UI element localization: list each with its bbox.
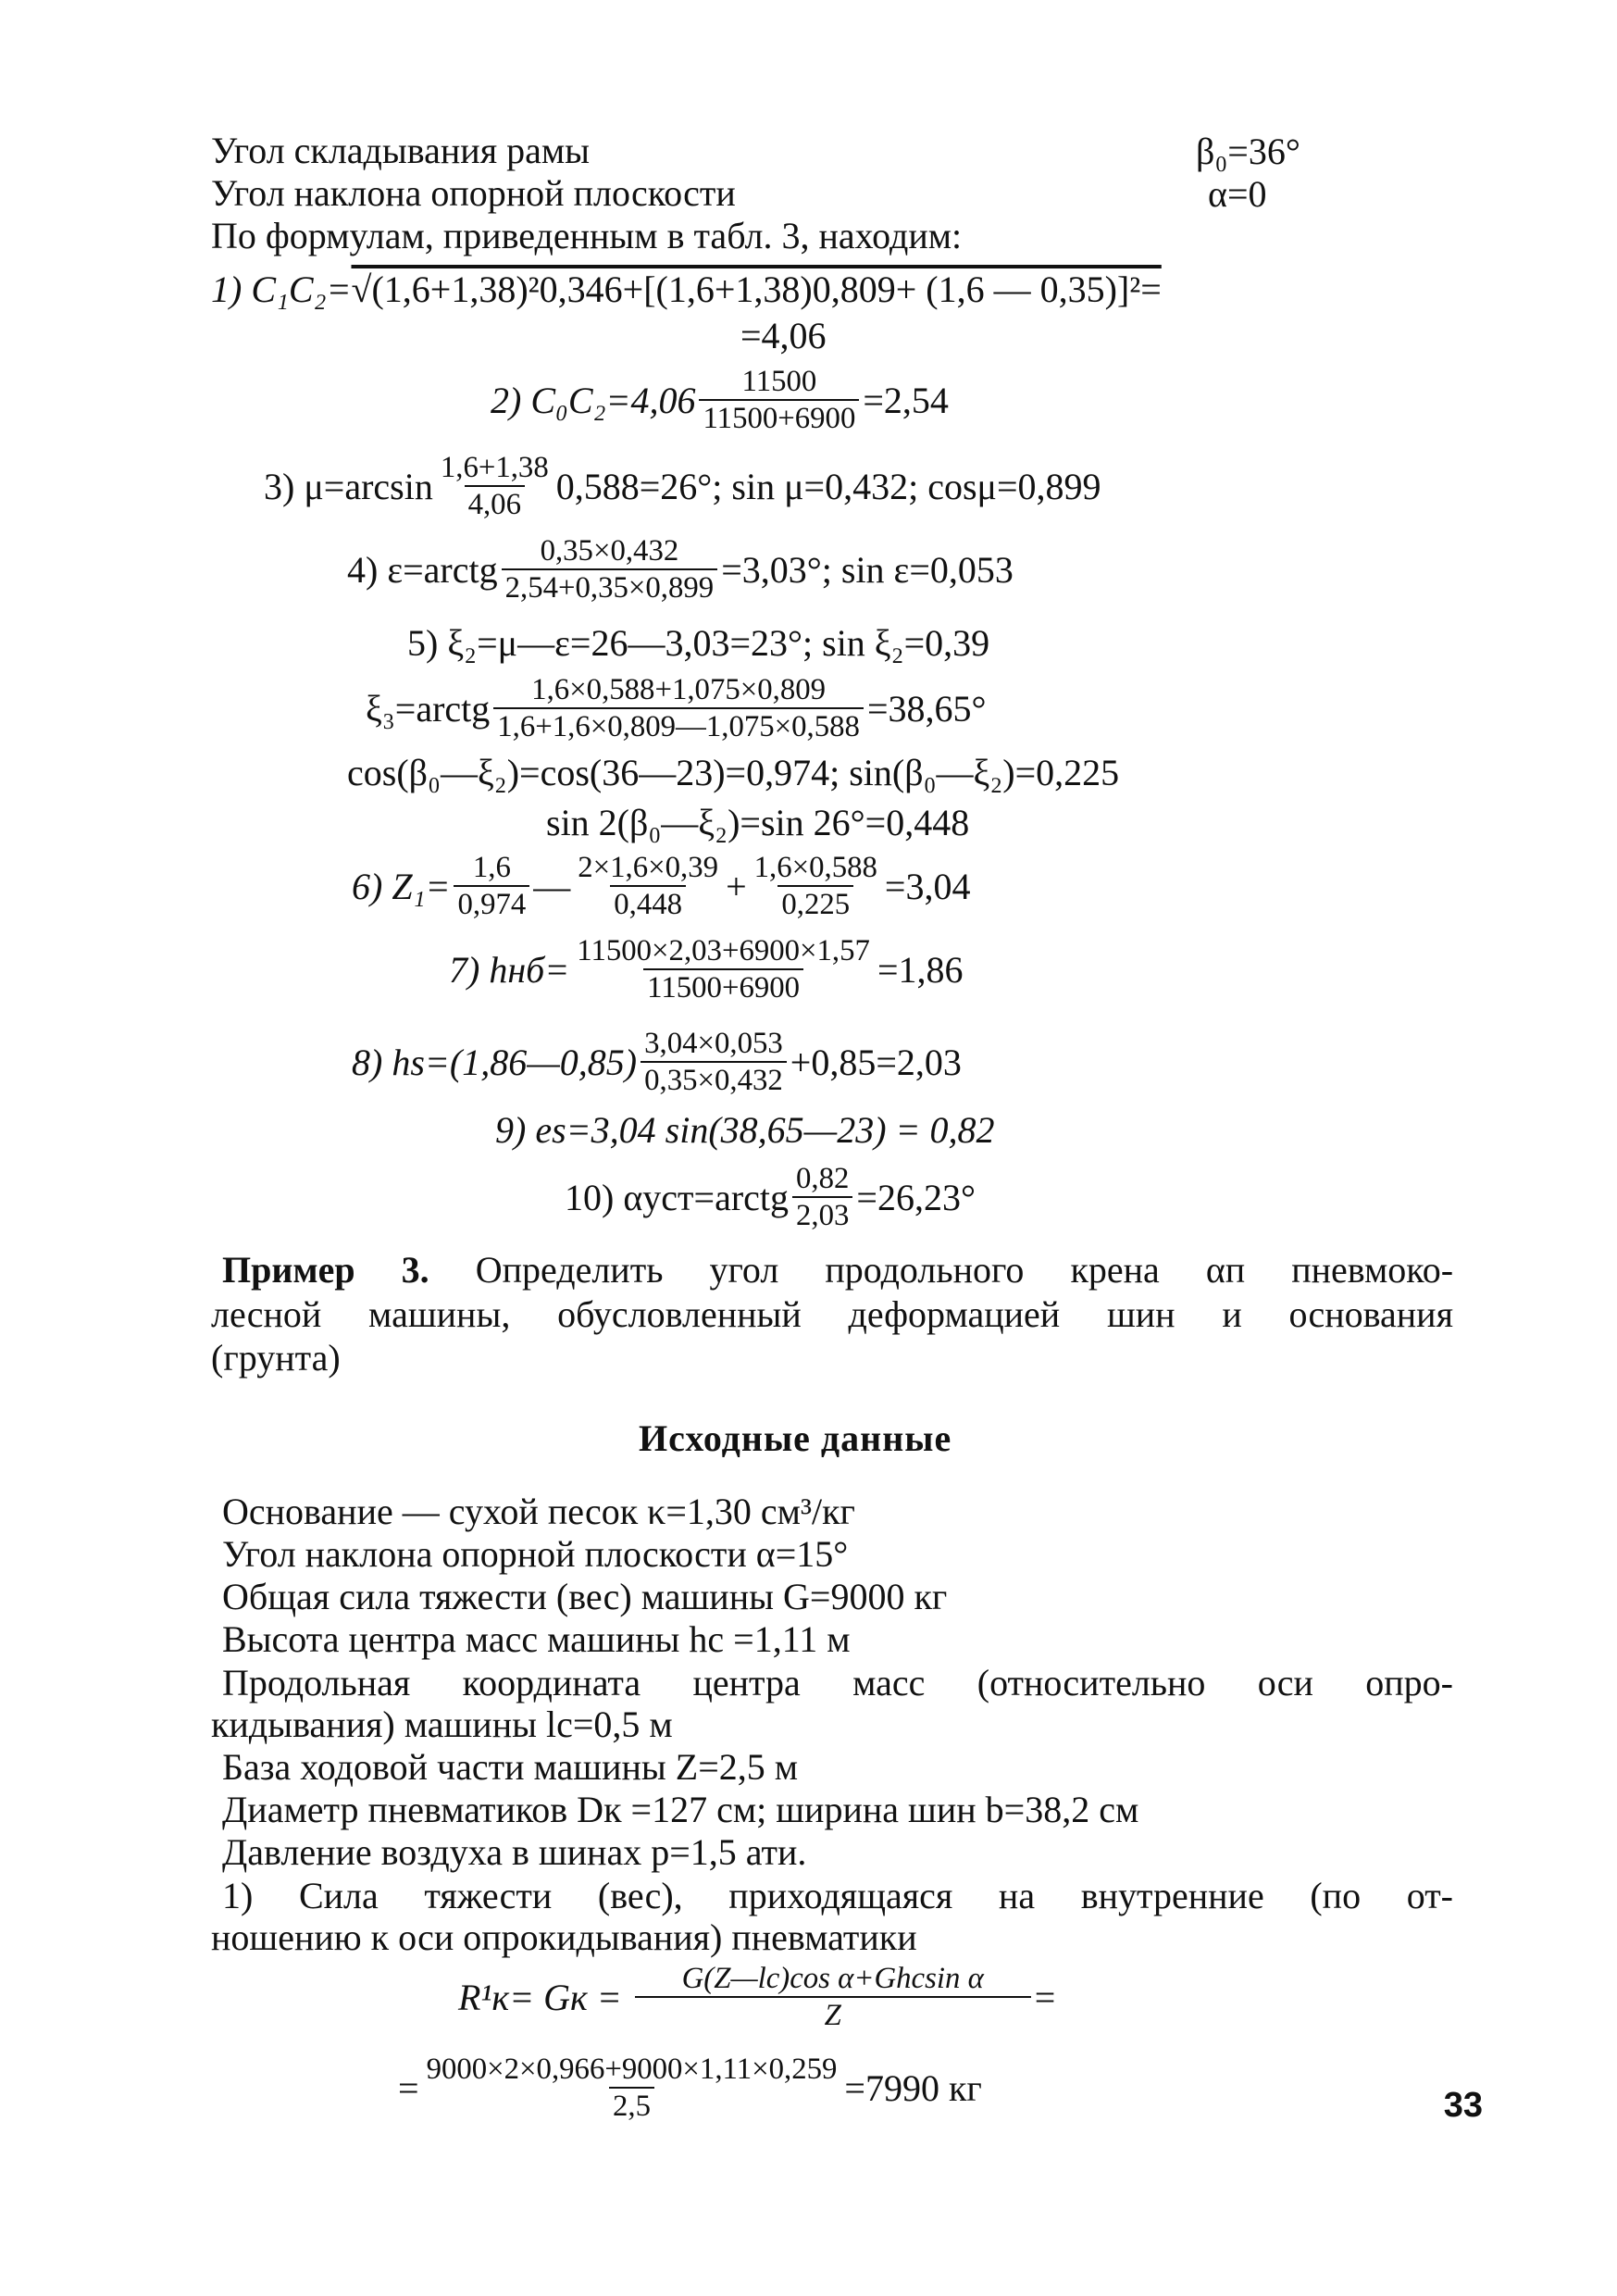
final-equation-1	[458, 1963, 1055, 2032]
final-equation-2-lead: =	[398, 2066, 419, 2109]
equation-7-lhs: 7) hнб=	[449, 948, 570, 991]
equation-6	[352, 852, 970, 921]
equation-2-numerator: 11500	[741, 365, 817, 398]
equation-10-fraction	[792, 1163, 852, 1232]
final-equation-lhs: R¹к= Gк =	[458, 1976, 622, 2018]
final-equation-2-numerator: 9000×2×0,966+9000×1,11×0,259	[426, 2053, 838, 2086]
equation-4-denominator: 2,54+0,35×0,899	[502, 568, 718, 604]
final-equation-denominator: Z	[635, 1996, 1031, 2031]
equation-6-f2-denominator: 0,448	[610, 885, 686, 920]
equation-7-result: =1,86	[877, 948, 964, 991]
equation-6-lhs: 6) Z₁=	[352, 865, 451, 907]
equation-4-numerator: 0,35×0,432	[540, 534, 679, 568]
equation-2-denominator: 11500+6900	[699, 399, 859, 434]
data-line-3: Общая сила тяжести (вес) машины G=9000 кг	[222, 1576, 948, 1617]
intro-line-2: Угол наклона опорной плоскости	[211, 172, 736, 214]
final-equation-2-result: =7990 кг	[844, 2066, 982, 2109]
equation-5b-numerator: 1,6×0,588+1,075×0,809	[531, 673, 827, 706]
equation-4-result: =3,03°; sin ε=0,053	[721, 548, 1014, 591]
data-line-1: Основание — сухой песок κ=1,30 см³/кг	[222, 1491, 855, 1532]
equation-1-lhs: 1) C₁C₂=	[211, 268, 352, 310]
equation-6-fraction-1	[454, 852, 529, 921]
data-line-6: кидывания) машины lc=0,5 м	[211, 1703, 673, 1745]
equation-7-numerator: 11500×2,03+6900×1,57	[577, 934, 870, 967]
equation-6-f1-denominator: 0,974	[454, 885, 529, 920]
equation-1	[211, 268, 1162, 311]
equation-5b-lhs: ξ₃=arctg	[366, 687, 491, 730]
equation-10-numerator: 0,82	[796, 1162, 850, 1195]
equation-10-lhs: 10) αуст=arctg	[565, 1176, 790, 1218]
equation-5c: cos(β₀—ξ₂)=cos(36—23)=0,974; sin(β₀—ξ₂)=0,225	[347, 752, 1120, 793]
equation-10	[565, 1163, 976, 1232]
data-line-8: Диаметр пневматиков Dк =127 см; ширина шин b=38,2 см	[222, 1789, 1139, 1830]
page-number: 33	[1443, 2086, 1483, 2125]
data-line-2: Угол наклона опорной плоскости α=15°	[222, 1533, 849, 1575]
equation-3-fraction	[437, 452, 553, 521]
equation-3-numerator: 1,6+1,38	[440, 451, 549, 484]
equation-4-lhs: 4) ε=arctg	[347, 548, 498, 591]
example-text-1: Определить угол продольного крена αп пневмоко-	[475, 1249, 1454, 1291]
equation-2	[491, 366, 949, 435]
equation-8-lhs: 8) hs=(1,86—0,85)	[352, 1041, 638, 1083]
equation-2-result: =2,54	[863, 379, 949, 421]
data-line-4: Высота центра масс машины hc =1,11 м	[222, 1618, 851, 1660]
final-equation-2-denominator: 2,5	[609, 2087, 654, 2122]
equation-3	[264, 452, 1101, 521]
intro-value-2: α=0	[1208, 173, 1267, 215]
equation-3-lhs: 3) μ=arcsin	[264, 465, 433, 507]
equation-3-result: 0,588=26°; sin μ=0,432; cosμ=0,899	[555, 465, 1101, 507]
equation-6-f3-denominator: 0,225	[777, 885, 853, 920]
final-equation-fraction-2	[423, 2053, 841, 2123]
equation-10-denominator: 2,03	[792, 1196, 852, 1231]
equation-5b	[366, 674, 987, 743]
equation-10-result: =26,23°	[856, 1176, 976, 1218]
data-line-10: 1) Сила тяжести (вес), приходящаяся на внутренние (по от-	[222, 1875, 1453, 1916]
equation-6-fraction-2	[574, 852, 722, 921]
equation-9: 9) es=3,04 sin(38,65—23) = 0,82	[495, 1109, 995, 1151]
example-line-1	[222, 1248, 1453, 1292]
equation-8-denominator: 0,35×0,432	[641, 1061, 787, 1096]
equation-7	[449, 935, 964, 1004]
equation-8-numerator: 3,04×0,053	[644, 1027, 783, 1060]
equation-6-f1-numerator: 1,6	[472, 851, 511, 884]
final-equation-numerator: G(Z—lc)cos α+Ghcsin α	[681, 1962, 984, 1995]
equation-7-denominator: 11500+6900	[643, 968, 803, 1004]
equation-6-f2-numerator: 2×1,6×0,39	[578, 851, 719, 884]
equation-6-minus: —	[533, 865, 571, 907]
equation-6-result: =3,04	[884, 865, 971, 907]
section-heading: Исходные данные	[639, 1417, 952, 1459]
equation-2-lhs: 2) C₀C₂=4,06	[491, 379, 696, 421]
intro-line-3: По формулам, приведенным в табл. 3, находим:	[211, 215, 963, 256]
equation-5b-fraction	[493, 674, 864, 743]
intro-value-1: β₀=36°	[1196, 131, 1300, 172]
final-equation-fraction-1	[635, 1963, 1031, 2032]
equation-4-fraction	[502, 535, 718, 605]
data-line-9: Давление воздуха в шинах p=1,5 ати.	[222, 1831, 807, 1873]
example-label: Пример 3.	[222, 1249, 429, 1291]
equation-1-result: =4,06	[740, 315, 827, 356]
equation-5d: sin 2(β₀—ξ₂)=sin 26°=0,448	[546, 802, 970, 843]
final-equation-tail: =	[1034, 1976, 1056, 2018]
example-line-3: (грунта)	[211, 1337, 341, 1379]
example-line-2: лесной машины, обусловленный деформацией шин и основания	[211, 1293, 1453, 1335]
equation-4	[347, 535, 1014, 605]
equation-5b-denominator: 1,6+1,6×0,809—1,075×0,588	[493, 707, 864, 742]
equation-6-f3-numerator: 1,6×0,588	[753, 851, 877, 884]
data-line-11: ношению к оси опрокидывания) пневматики	[211, 1916, 917, 1958]
equation-1-rhs: √(1,6+1,38)²0,346+[(1,6+1,38)0,809+ (1,6 — 0,35)]²=	[351, 268, 1162, 310]
data-line-7: База ходовой части машины Z=2,5 м	[222, 1746, 799, 1788]
intro-line-1: Угол складывания рамы	[211, 130, 591, 171]
equation-8-fraction	[641, 1028, 787, 1097]
equation-5b-result: =38,65°	[866, 687, 987, 730]
equation-7-fraction	[573, 935, 874, 1004]
equation-3-denominator: 4,06	[465, 485, 525, 520]
final-equation-2	[398, 2053, 982, 2123]
equation-5: 5) ξ₂=μ—ε=26—3,03=23°; sin ξ₂=0,39	[407, 622, 990, 664]
equation-6-fraction-3	[751, 852, 881, 921]
equation-2-fraction	[699, 366, 859, 435]
data-line-5: Продольная координата центра масс (относительно оси опро-	[222, 1662, 1453, 1703]
equation-8-result: +0,85=2,03	[790, 1041, 962, 1083]
equation-6-plus: +	[726, 865, 747, 907]
equation-8	[352, 1028, 962, 1097]
